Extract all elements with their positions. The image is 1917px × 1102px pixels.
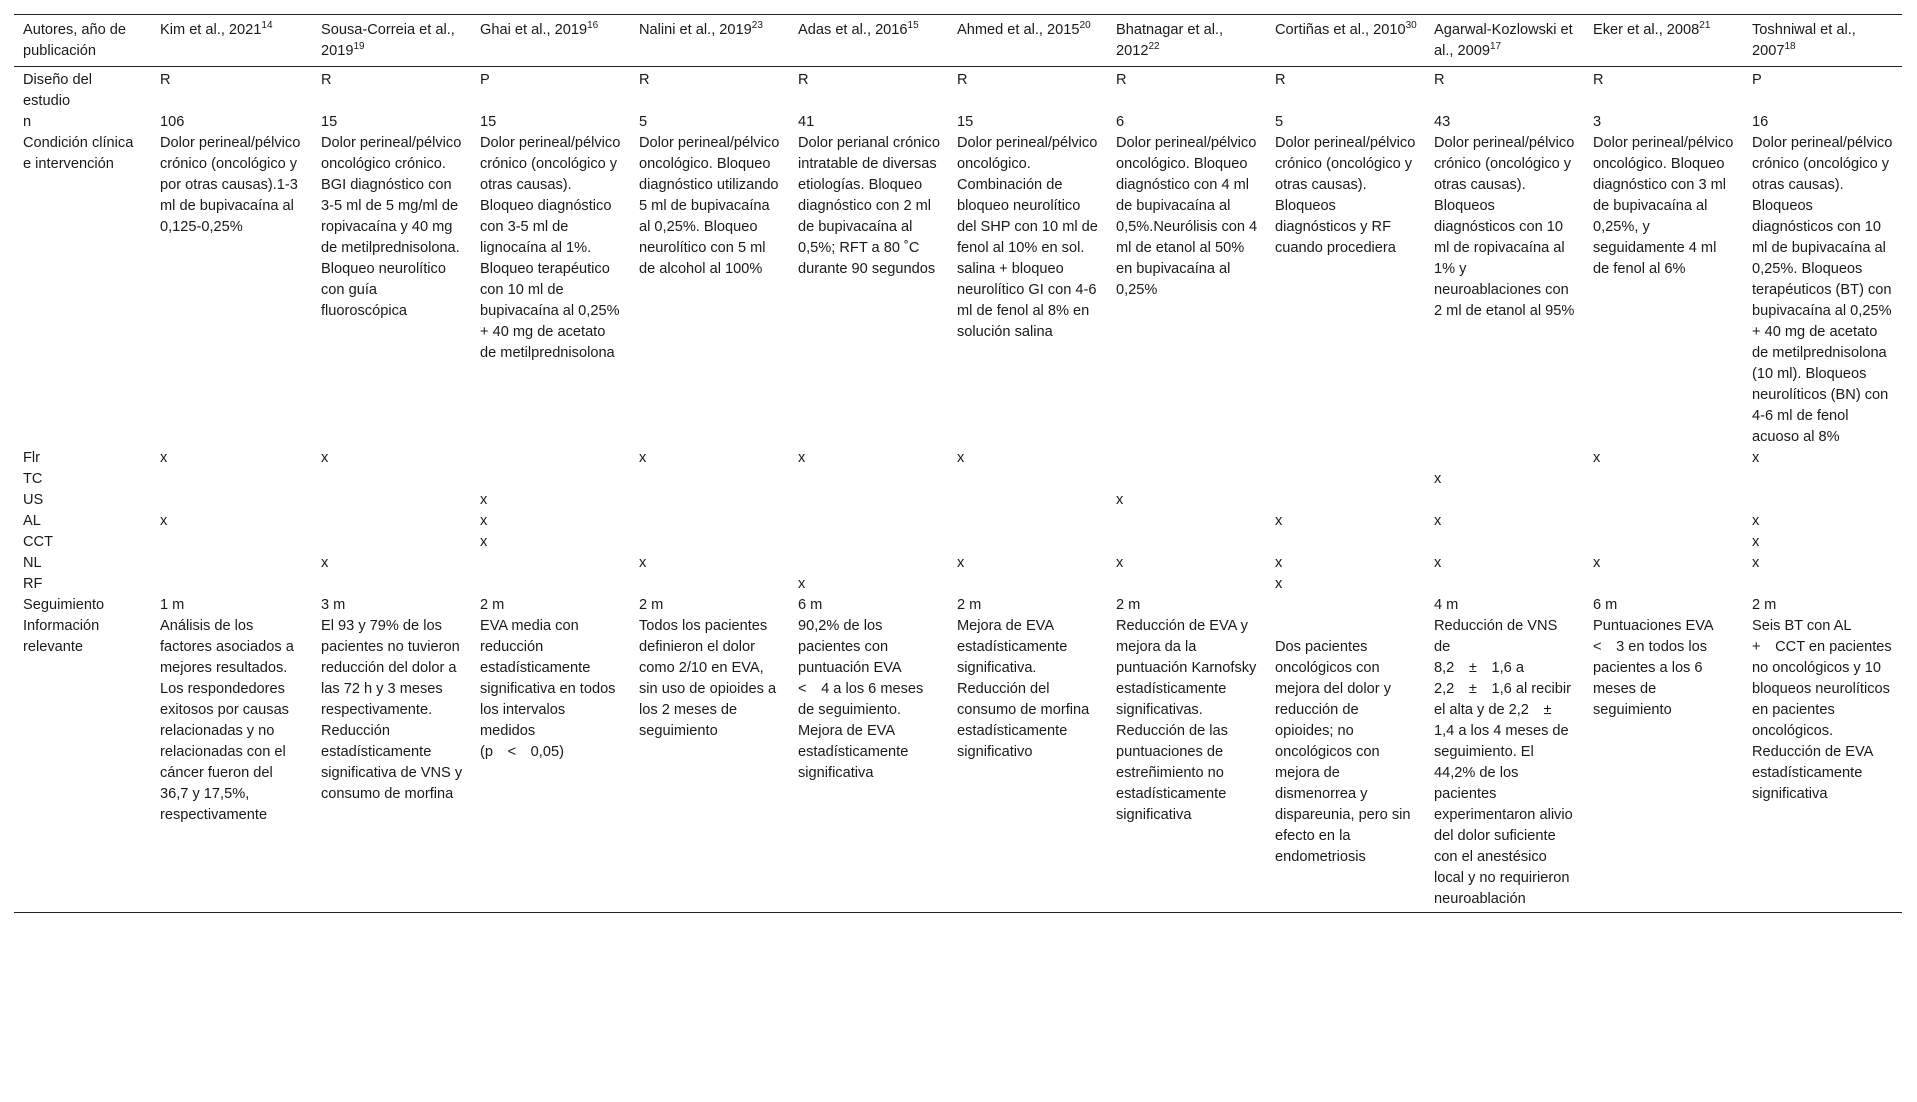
reference-number: 23 xyxy=(751,20,763,31)
table-cell xyxy=(1743,490,1902,511)
table-cell: Todos los pacientes definieron el dolor como 2/10 en EVA, sin uso de opioides a los 2 meses de seguimiento xyxy=(630,616,789,913)
table-cell xyxy=(1266,595,1425,616)
column-author-label: Sousa-Correia et al., 2019 xyxy=(321,22,455,59)
table-cell: Puntuaciones EVA < 3 en todos los pacientes a los 6 meses de seguimiento xyxy=(1584,616,1743,913)
reference-number: 16 xyxy=(587,20,599,31)
table-cell xyxy=(1266,532,1425,553)
table-cell: x xyxy=(639,555,647,571)
table-cell: x xyxy=(1752,450,1760,466)
table-cell xyxy=(1107,532,1266,553)
column-author-label: Eker et al., 2008 xyxy=(1593,22,1700,38)
table-cell: Dos pacientes oncológicos con mejora del dolor y reducción de opioides; no oncológicos con mejora de dismenorrea y dispareunia, pero sin efecto en la endometriosis xyxy=(1266,616,1425,913)
table-cell: x xyxy=(1752,555,1760,571)
table-cell: 43 xyxy=(1434,114,1451,130)
row-label: TC xyxy=(23,471,43,487)
row-label: CCT xyxy=(23,534,53,550)
table-cell: x xyxy=(1116,492,1124,508)
reference-number: 21 xyxy=(1699,20,1711,31)
column-header xyxy=(151,15,312,67)
table-cell: 15 xyxy=(957,114,974,130)
table-cell xyxy=(1425,490,1584,511)
table-cell: R xyxy=(1116,72,1127,88)
table-cell: 6 m xyxy=(798,597,823,613)
row-label: Condición clínica e intervención xyxy=(23,135,134,172)
table-cell: Dolor perineal/pélvico oncológico crónico. BGI diagnóstico con 3-5 ml de 5 mg/ml de ropivacaína y 40 mg de metilprednisolona. Bloqueo neurolítico con guía fluoroscópica xyxy=(321,135,462,319)
table-cell: R xyxy=(160,72,171,88)
table-cell xyxy=(630,532,789,553)
table-row xyxy=(14,595,1902,616)
column-author-label: Agarwal-Kozlowski et al., 2009 xyxy=(1434,22,1573,59)
table-cell: 2 m xyxy=(1116,597,1141,613)
table-cell: Dolor perineal/pélvico oncológico. Bloqueo diagnóstico utilizando 5 ml de bupivacaína al 0,25%. Bloqueo neurolítico con 5 ml de alcohol al 100% xyxy=(639,135,780,277)
table-cell: 2 m xyxy=(957,597,982,613)
table-cell xyxy=(1584,511,1743,532)
table-cell: Dolor perineal/pélvico crónico (oncológico y por otras causas).1-3 ml de bupivacaína al 0,125-0,25% xyxy=(160,135,301,235)
table-cell: 6 xyxy=(1116,114,1125,130)
table-cell xyxy=(1266,490,1425,511)
table-cell xyxy=(1743,469,1902,490)
table-cell xyxy=(1107,448,1266,469)
table-cell: x xyxy=(1275,513,1283,529)
table-row xyxy=(14,616,1902,913)
table-cell: x xyxy=(480,492,488,508)
column-header xyxy=(789,15,948,67)
reference-number: 18 xyxy=(1784,41,1796,52)
column-author-label: Kim et al., 2021 xyxy=(160,22,262,38)
table-cell: x xyxy=(1434,555,1442,571)
table-cell: Mejora de EVA estadísticamente significativa. Reducción del consumo de morfina estadísticamente significativo xyxy=(948,616,1107,913)
table-cell: R xyxy=(1275,72,1286,88)
column-header xyxy=(1107,15,1266,67)
table-cell xyxy=(471,469,630,490)
table-cell xyxy=(312,490,471,511)
table-cell xyxy=(789,490,948,511)
table-cell xyxy=(1743,574,1902,595)
table-cell: Dolor perineal/pélvico oncológico. Bloqueo diagnóstico con 3 ml de bupivacaína al 0,25%, y seguidamente 4 ml de fenol al 6% xyxy=(1593,135,1734,277)
table-cell: Dolor perineal/pélvico crónico (oncológico y otras causas). Bloqueos diagnósticos con 10 ml de ropivacaína al 1% y neuroablaciones con 2 ml de etanol al 95% xyxy=(1434,135,1575,319)
table-cell: x xyxy=(480,534,488,550)
evidence-table xyxy=(14,14,1902,913)
table-cell: Reducción de VNS de 8,2 ± 1,6 a 2,2 ± 1,6 al recibir el alta y de 2,2 ± 1,4 a los 4 meses de seguimiento. El 44,2% de los pacientes experimentaron alivio del dolor suficiente con el anestésico local y no requirieron neuroablación xyxy=(1425,616,1584,913)
reference-number: 15 xyxy=(907,20,919,31)
row-label: Seguimiento xyxy=(23,597,105,613)
table-cell: EVA media con reducción estadísticamente significativa en todos los intervalos medidos (p < 0,05) xyxy=(471,616,630,913)
table-cell xyxy=(151,532,312,553)
row-label: Información relevante xyxy=(14,616,151,913)
table-cell xyxy=(630,469,789,490)
table-cell: x xyxy=(321,555,329,571)
column-header xyxy=(1266,15,1425,67)
table-cell: 2 m xyxy=(639,597,664,613)
reference-number: 20 xyxy=(1079,20,1091,31)
row-label: Flr xyxy=(23,450,41,466)
column-author-label: Toshniwal et al., 2007 xyxy=(1752,22,1856,59)
table-cell xyxy=(789,511,948,532)
table-cell: x xyxy=(160,450,168,466)
table-row xyxy=(14,532,1902,553)
table-cell: Dolor perineal/pélvico crónico (oncológico y otras causas). Bloqueos diagnósticos con 10 ml de bupivacaína al 0,25%. Bloqueos terapéuticos (BT) con bupivacaína al 0,25% + 40 mg de acetato de metilprednisolona (10 ml). Bloqueos neurolíticos (BN) con 4-6 ml de fenol acuoso al 8% xyxy=(1752,135,1893,445)
column-author-label: Ahmed et al., 2015 xyxy=(957,22,1080,38)
table-cell xyxy=(948,532,1107,553)
table-cell: x xyxy=(1275,576,1283,592)
table-cell xyxy=(471,553,630,574)
column-header xyxy=(630,15,789,67)
table-cell: 3 xyxy=(1593,114,1602,130)
column-author-label: Bhatnagar et al., 2012 xyxy=(1116,22,1224,59)
table-cell xyxy=(948,490,1107,511)
table-cell: 2 m xyxy=(1752,597,1777,613)
table-cell: 2 m xyxy=(480,597,505,613)
table-cell: El 93 y 79% de los pacientes no tuvieron reducción del dolor a las 72 h y 3 meses respectivamente. Reducción estadísticamente significativa de VNS y consumo de morfina xyxy=(312,616,471,913)
table-cell: x xyxy=(1593,450,1601,466)
table-cell xyxy=(948,574,1107,595)
table-cell xyxy=(471,574,630,595)
table-cell: Seis BT con AL + CCT en pacientes no oncológicos y 10 bloqueos neurolíticos en pacientes oncológicos. Reducción de EVA estadísticamente significativa xyxy=(1743,616,1902,913)
table-cell xyxy=(151,574,312,595)
table-cell: x xyxy=(639,450,647,466)
table-cell xyxy=(312,511,471,532)
column-author-label: Nalini et al., 2019 xyxy=(639,22,752,38)
table-row xyxy=(14,133,1902,448)
table-cell xyxy=(471,448,630,469)
table-cell xyxy=(1584,469,1743,490)
reference-number: 19 xyxy=(353,41,365,52)
table-row xyxy=(14,469,1902,490)
table-cell: x xyxy=(1593,555,1601,571)
column-author-label: Cortiñas et al., 2010 xyxy=(1275,22,1406,38)
table-cell xyxy=(151,469,312,490)
column-header xyxy=(312,15,471,67)
table-cell: R xyxy=(321,72,332,88)
table-cell: Dolor perineal/pélvico crónico (oncológico y otras causas). Bloqueos diagnósticos y RF cuando procediera xyxy=(1275,135,1416,256)
table-cell: Dolor perianal crónico intratable de diversas etiologías. Bloqueo diagnóstico con 2 ml de bupivacaína al 0,5%; RFT a 80 ˚C durante 90 segundos xyxy=(798,135,940,277)
table-cell: Dolor perineal/pélvico oncológico. Combinación de bloqueo neurolítico del SHP con 10 ml de fenol al 10% en sol. salina + bloqueo neurolítico GI con 4-6 ml de fenol al 8% en solución salina xyxy=(957,135,1098,340)
table-cell xyxy=(1584,490,1743,511)
table-cell: x xyxy=(160,513,168,529)
table-cell: x xyxy=(321,450,329,466)
table-cell: R xyxy=(957,72,968,88)
reference-number: 17 xyxy=(1490,41,1502,52)
column-header xyxy=(948,15,1107,67)
table-cell xyxy=(151,553,312,574)
reference-number: 30 xyxy=(1405,20,1417,31)
table-cell xyxy=(1584,532,1743,553)
table-cell: Análisis de los factores asociados a mejores resultados. Los respondedores exitosos por causas relacionadas y no relacionadas con el cáncer fueron del 36,7 y 17,5%, respectivamente xyxy=(151,616,312,913)
table-cell: x xyxy=(1752,534,1760,550)
table-cell: 5 xyxy=(1275,114,1284,130)
table-cell xyxy=(1107,574,1266,595)
table-cell: 5 xyxy=(639,114,648,130)
table-cell: 6 m xyxy=(1593,597,1618,613)
table-row xyxy=(14,67,1902,113)
table-cell: x xyxy=(1752,513,1760,529)
table-cell xyxy=(1584,574,1743,595)
table-cell: x xyxy=(1275,555,1283,571)
column-header xyxy=(471,15,630,67)
table-cell: x xyxy=(1116,555,1124,571)
table-cell xyxy=(312,532,471,553)
row-label: RF xyxy=(23,576,43,592)
row-label: n xyxy=(23,114,32,130)
table-cell: 1 m xyxy=(160,597,185,613)
table-cell: x xyxy=(957,450,965,466)
table-cell: 90,2% de los pacientes con puntuación EVA < 4 a los 6 meses de seguimiento. Mejora de EVA estadísticamente significativa xyxy=(789,616,948,913)
table-cell xyxy=(1425,574,1584,595)
table-cell xyxy=(789,532,948,553)
table-cell xyxy=(948,469,1107,490)
table-cell: R xyxy=(1434,72,1445,88)
table-row xyxy=(14,574,1902,595)
table-row xyxy=(14,511,1902,532)
table-cell xyxy=(312,469,471,490)
table-cell xyxy=(1107,469,1266,490)
table-row xyxy=(14,112,1902,133)
table-cell: 41 xyxy=(798,114,815,130)
table-cell xyxy=(789,469,948,490)
table-cell xyxy=(948,511,1107,532)
table-cell xyxy=(1425,448,1584,469)
table-cell: 106 xyxy=(160,114,185,130)
table-header xyxy=(14,15,1902,67)
table-cell: Reducción de EVA y mejora da la puntuación Karnofsky estadísticamente significativas. Reducción de las puntuaciones de estreñimiento no estadísticamente significativa xyxy=(1107,616,1266,913)
reference-number: 22 xyxy=(1148,41,1160,52)
table-row xyxy=(14,490,1902,511)
table-cell: P xyxy=(1752,72,1762,88)
table-cell: 15 xyxy=(480,114,497,130)
table-body xyxy=(14,67,1902,913)
table-cell xyxy=(151,490,312,511)
table-cell: 4 m xyxy=(1434,597,1459,613)
table-row xyxy=(14,448,1902,469)
table-row xyxy=(14,553,1902,574)
row-label: Diseño del estudio xyxy=(23,72,92,109)
table-cell xyxy=(630,511,789,532)
table-cell xyxy=(1425,532,1584,553)
reference-number: 14 xyxy=(261,20,273,31)
table-cell: x xyxy=(798,576,806,592)
table-cell: 15 xyxy=(321,114,338,130)
table-cell: x xyxy=(1434,471,1442,487)
table-cell xyxy=(312,574,471,595)
table-cell xyxy=(789,553,948,574)
table-cell: 16 xyxy=(1752,114,1769,130)
table-cell xyxy=(1266,448,1425,469)
column-header xyxy=(1425,15,1584,67)
column-author-label: Ghai et al., 2019 xyxy=(480,22,588,38)
column-header xyxy=(1743,15,1902,67)
table-cell: Dolor perineal/pélvico oncológico. Bloqueo diagnóstico con 4 ml de bupivacaína al 0,5%.Neurólisis con 4 ml de etanol al 50% en bupivacaína al 0,25% xyxy=(1116,135,1258,298)
header-row xyxy=(14,15,1902,67)
table-cell: x xyxy=(480,513,488,529)
table-cell: P xyxy=(480,72,490,88)
row-label: AL xyxy=(23,513,41,529)
table-cell: R xyxy=(1593,72,1604,88)
table-cell: x xyxy=(957,555,965,571)
table-cell: 3 m xyxy=(321,597,346,613)
table-cell: R xyxy=(798,72,809,88)
table-cell xyxy=(1107,511,1266,532)
table-cell xyxy=(630,574,789,595)
table-cell: Dolor perineal/pélvico crónico (oncológico y otras causas). Bloqueo diagnóstico con 3-5 ml de lignocaína al 1%. Bloqueo terapéutico con 10 ml de bupivacaína al 0,25% + 40 mg de acetato de metilprednisolona xyxy=(480,135,621,361)
corner-header: Autores, año de publicación xyxy=(14,15,151,67)
column-author-label: Adas et al., 2016 xyxy=(798,22,908,38)
table-cell xyxy=(630,490,789,511)
table-cell: x xyxy=(1434,513,1442,529)
row-label: NL xyxy=(23,555,42,571)
column-header xyxy=(1584,15,1743,67)
table-cell xyxy=(1266,469,1425,490)
table-cell: R xyxy=(639,72,650,88)
table-cell: x xyxy=(798,450,806,466)
row-label: US xyxy=(23,492,44,508)
